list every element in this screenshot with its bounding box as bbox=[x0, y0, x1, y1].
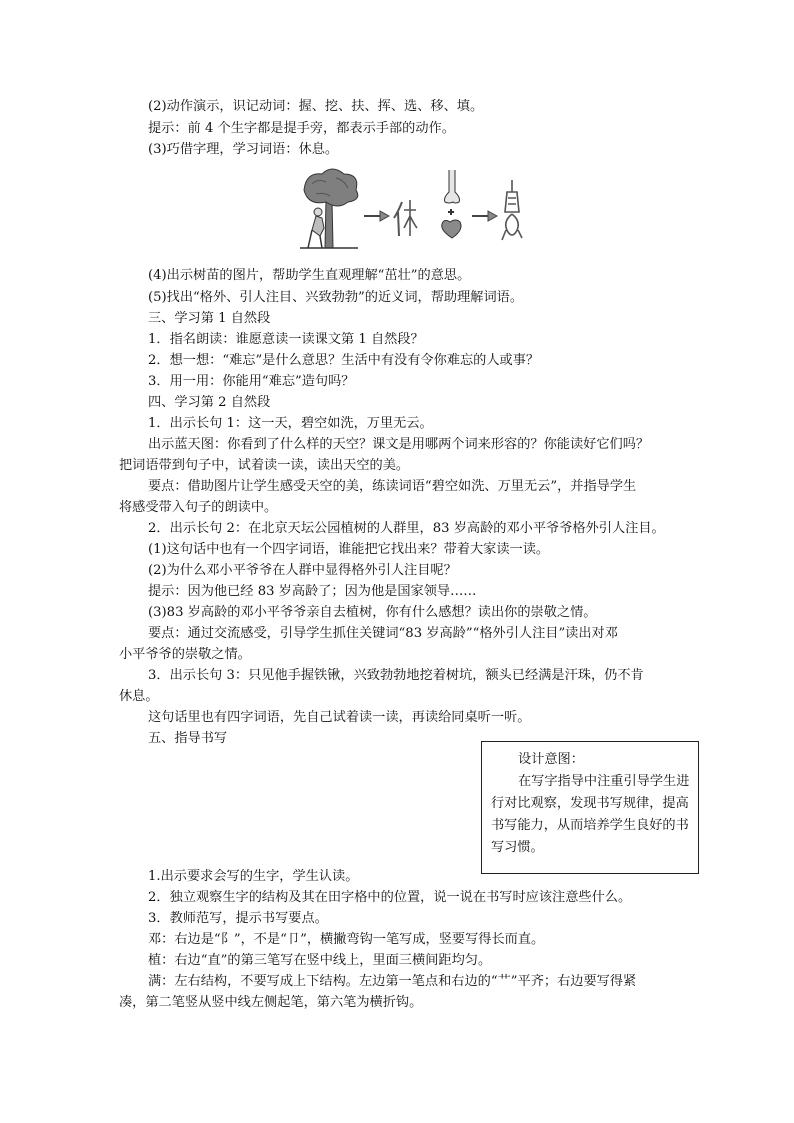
character-origin-illustration bbox=[298, 166, 554, 252]
text-line: 3．出示长句 3：只见他手握铁锹，兴致勃勃地挖着树坑，额头已经满是汗珠，仍不肯 bbox=[148, 668, 644, 683]
section-heading: 四、学习第 2 自然段 bbox=[148, 395, 271, 410]
text-line: 要点：通过交流感受，引导学生抓住关键词“83 岁高龄”“格外引人注目”读出对邓 bbox=[148, 626, 618, 641]
ancient-character-xiu bbox=[394, 200, 417, 236]
text-line: 1.出示要求会写的生字，学生认读。 bbox=[148, 869, 359, 884]
text-line: 将感受带入句子的朗读中。 bbox=[119, 500, 278, 515]
text-line: (5)找出“格外、引人注目、兴致勃勃”的近义词，帮助理解词语。 bbox=[148, 290, 524, 305]
tree-person-picture bbox=[300, 169, 358, 248]
text-line: (2)动作演示，识记动词：握、挖、扶、挥、选、移、填。 bbox=[148, 99, 484, 114]
arrow-icon bbox=[364, 211, 389, 221]
text-line: 3．教师范写，提示书写要点。 bbox=[148, 911, 328, 926]
design-intent-box bbox=[481, 741, 699, 874]
text-line: 2．想一想：“难忘”是什么意思？生活中有没有令你难忘的人或事？ bbox=[148, 353, 540, 368]
text-line: 1．指名朗读：谁愿意读一读课文第 1 自然段？ bbox=[148, 332, 424, 347]
text-line: 邓：右边是“阝”，不是“卩”，横撇弯钩一笔写成，竖要写得长而直。 bbox=[148, 932, 545, 947]
arrow-icon bbox=[472, 211, 497, 221]
text-line: (1)这句话中也有一个四字词语，谁能把它找出来？带着大家读一读。 bbox=[148, 542, 550, 557]
text-line: 1．出示长句 1：这一天，碧空如洗，万里无云。 bbox=[148, 416, 433, 431]
text-line: 植：右边“直”的第三笔写在竖中线上，里面三横间距均匀。 bbox=[148, 953, 492, 968]
text-line: 凑，第二笔竖从竖中线左侧起笔，第六笔为横折钩。 bbox=[119, 995, 423, 1010]
text-line: (3)83 岁高龄的邓小平爷爷亲自去植树，你有什么感想？读出你的崇敬之情。 bbox=[148, 605, 597, 620]
section-heading: 三、学习第 1 自然段 bbox=[148, 311, 271, 326]
text-line: 这句话里也有四字词语，先自己试着读一读，再读给同桌听一听。 bbox=[148, 710, 531, 725]
ancient-character-xi bbox=[502, 180, 522, 240]
text-line: (3)巧借字理，学习词语：休息。 bbox=[148, 142, 339, 157]
text-line: 2．出示长句 2：在北京天坛公园植树的人群里，83 岁高龄的邓小平爷爷格外引人注目。 bbox=[148, 521, 665, 536]
text-line: 出示蓝天图：你看到了什么样的天空？课文是用哪两个词来形容的？你能读好它们吗？ bbox=[148, 437, 650, 452]
design-intent-title: 设计意图： bbox=[518, 752, 584, 767]
text-line: (2)为什么邓小平爷爷在人群中显得格外引人注目呢？ bbox=[148, 563, 457, 578]
text-line: 2．独立观察生字的结构及其在田字格中的位置，说一说在书写时应该注意些什么。 bbox=[148, 890, 632, 905]
nose-heart-picture bbox=[442, 170, 461, 238]
text-line: 把词语带到句子中，试着读一读，读出天空的美。 bbox=[119, 458, 410, 473]
text-line: (4)出示树苗的图片，帮助学生直观理解“茁壮”的意思。 bbox=[148, 268, 471, 283]
text-line: 小平爷爷的崇敬之情。 bbox=[119, 647, 251, 662]
design-intent-body: 在写字指导中注重引导学生进行对比观察，发现书写规律，提高书写能力，从而培养学生良好的书写习惯。 bbox=[491, 774, 690, 855]
text-line: 提示：因为他已经 83 岁高龄了；因为他是国家领导…… bbox=[148, 584, 477, 599]
text-line: 3．用一用：你能用“难忘”造句吗？ bbox=[148, 374, 355, 389]
text-line: 要点：借助图片让学生感受天空的美，练读词语“碧空如洗、万里无云”，并指导学生 bbox=[148, 479, 637, 494]
section-heading: 五、指导书写 bbox=[148, 731, 228, 746]
text-line: 提示：前 4 个生字都是提手旁，都表示手部的动作。 bbox=[148, 121, 455, 136]
text-line: 满：左右结构，不要写成上下结构。左边第一笔点和右边的“艹”平齐；右边要写得紧 bbox=[148, 974, 637, 989]
text-line: 休息。 bbox=[119, 689, 159, 704]
